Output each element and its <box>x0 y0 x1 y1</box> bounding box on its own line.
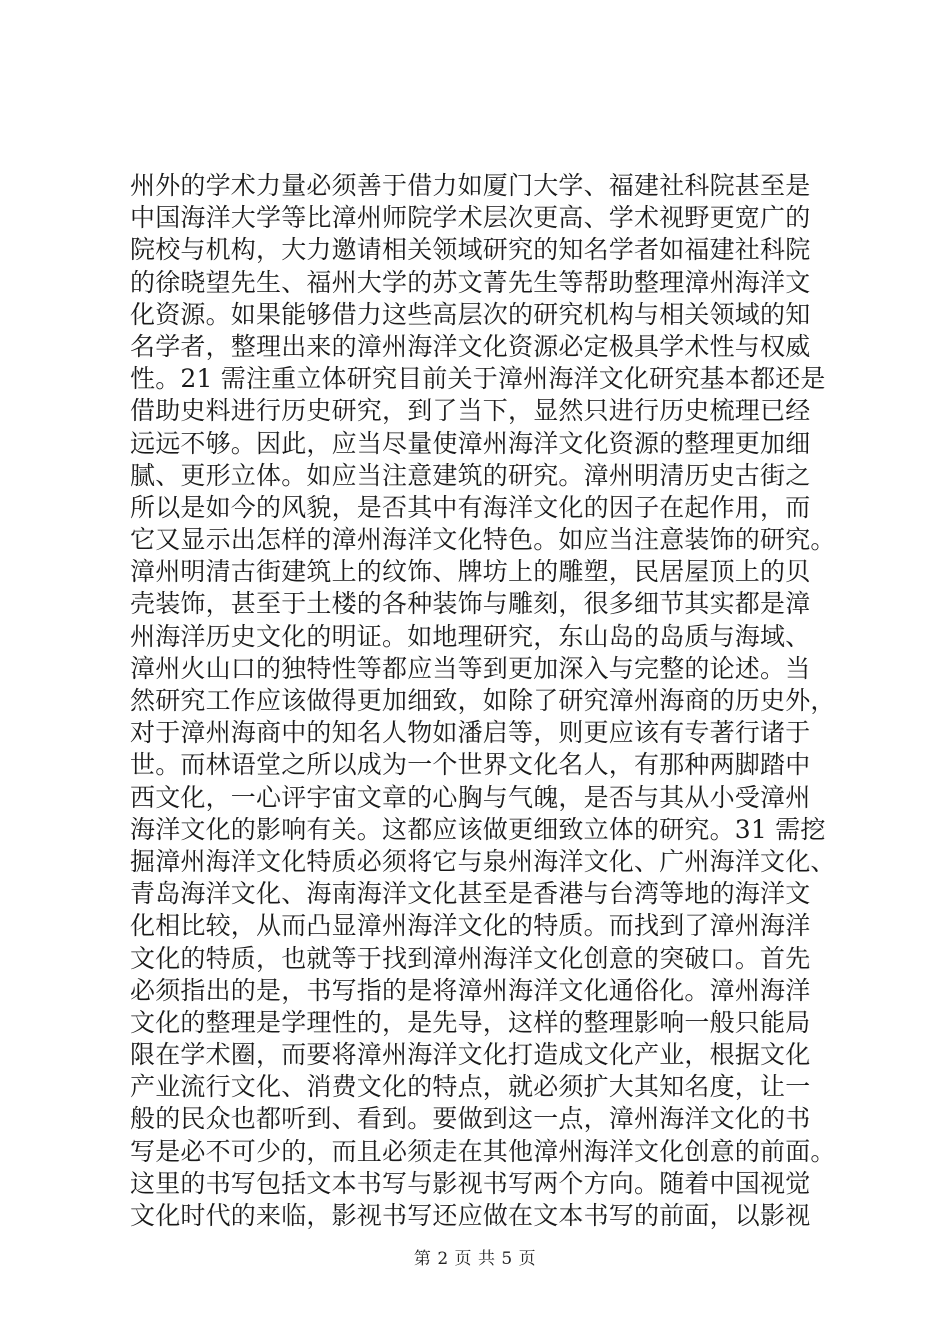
text-line: 腻、更形立体。如应当注意建筑的研究。漳州明清历史古街之 <box>130 460 811 490</box>
text-line: 院校与机构，大力邀请相关领域研究的知名学者如福建社科院 <box>130 235 811 265</box>
text-line: 限在学术圈，而要将漳州海洋文化打造成文化产业，根据文化 <box>130 1040 811 1070</box>
text-line: 化资源。如果能够借力这些高层次的研究机构与相关领域的知 <box>130 299 811 329</box>
text-line: 壳装饰，甚至于土楼的各种装饰与雕刻，很多细节其实都是漳 <box>130 589 811 619</box>
text-line: 中国海洋大学等比漳州师院学术层次更高、学术视野更宽广的 <box>130 203 811 233</box>
text-line: 它又显示出怎样的漳州海洋文化特色。如应当注意装饰的研究。 <box>130 525 836 555</box>
text-line: 海洋文化的影响有关。这都应该做更细致立体的研究。31 需挖 <box>130 814 826 844</box>
text-line: 州海洋历史文化的明证。如地理研究，东山岛的岛质与海域、 <box>130 621 811 651</box>
text-line: 青岛海洋文化、海南海洋文化甚至是香港与台湾等地的海洋文 <box>130 879 811 909</box>
page-number-footer: 第 2 页 共 5 页 <box>413 1249 537 1269</box>
text-line: 借助史料进行历史研究，到了当下，显然只进行历史梳理已经 <box>130 396 811 426</box>
text-line: 掘漳州海洋文化特质必须将它与泉州海洋文化、广州海洋文化、 <box>130 846 836 876</box>
text-line: 性。21 需注重立体研究目前关于漳州海洋文化研究基本都还是 <box>130 364 826 394</box>
text-line: 对于漳州海商中的知名人物如潘启等，则更应该有专著行诸于 <box>130 718 811 748</box>
text-line: 名学者，整理出来的漳州海洋文化资源必定极具学术性与权威 <box>130 331 811 361</box>
text-line: 必须指出的是，书写指的是将漳州海洋文化通俗化。漳州海洋 <box>130 975 811 1005</box>
text-line: 漳州明清古街建筑上的纹饰、牌坊上的雕塑，民居屋顶上的贝 <box>130 557 811 587</box>
text-line: 产业流行文化、消费文化的特点，就必须扩大其知名度，让一 <box>130 1072 811 1102</box>
text-line: 文化的特质，也就等于找到漳州海洋文化创意的突破口。首先 <box>130 943 811 973</box>
text-line: 远远不够。因此，应当尽量使漳州海洋文化资源的整理更加细 <box>130 428 811 458</box>
text-line: 世。而林语堂之所以成为一个世界文化名人，有那种两脚踏中 <box>130 750 811 780</box>
body-text <box>130 170 836 1232</box>
text-line: 般的民众也都听到、看到。要做到这一点，漳州海洋文化的书 <box>130 1104 811 1134</box>
text-line: 文化的整理是学理性的，是先导，这样的整理影响一般只能局 <box>130 1007 811 1037</box>
text-line: 所以是如今的风貌，是否其中有海洋文化的因子在起作用，而 <box>130 492 811 522</box>
text-line: 漳州火山口的独特性等都应当等到更加深入与完整的论述。当 <box>130 653 811 683</box>
text-line: 这里的书写包括文本书写与影视书写两个方向。随着中国视觉 <box>130 1168 811 1198</box>
text-line: 写是必不可少的，而且必须走在其他漳州海洋文化创意的前面。 <box>130 1136 836 1166</box>
text-line: 然研究工作应该做得更加细致，如除了研究漳州海商的历史外， <box>130 686 836 715</box>
text-line: 州外的学术力量必须善于借力如厦门大学、福建社科院甚至是 <box>130 171 811 200</box>
text-line: 的徐晓望先生、福州大学的苏文菁先生等帮助整理漳州海洋文 <box>130 267 811 297</box>
text-line: 文化时代的来临，影视书写还应做在文本书写的前面，以影视 <box>130 1201 811 1230</box>
text-line: 西文化，一心评宇宙文章的心胸与气魄，是否与其从小受漳州 <box>130 782 811 812</box>
text-line: 化相比较，从而凸显漳州海洋文化的特质。而找到了漳州海洋 <box>130 911 811 941</box>
